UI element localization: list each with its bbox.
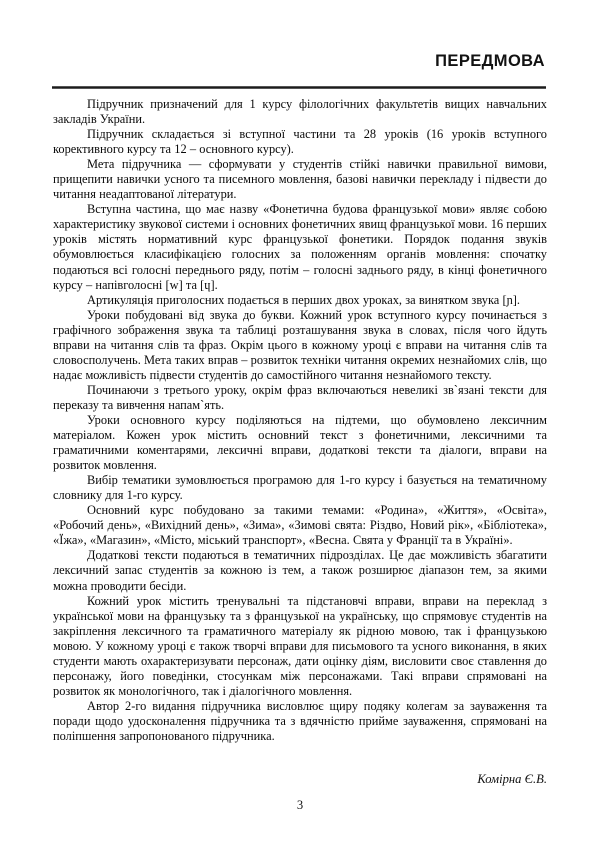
author-signature: Комірна Є.В.: [477, 772, 547, 786]
paragraph: Мета підручника — сформувати у студентів стійкі навички правильної вимови, прищепити навички усного та писемного мовлення, базові навички перекладу і підвести до читання неадаптованої літератури.: [53, 157, 547, 202]
paragraph: Вступна частина, що має назву «Фонетична будова французької мови» являє собою характеристику звукової системи і основних фонетичних явищ французької мови. 16 перших уроків містять нормативний курс французької фонетики. Порядок подання звуків обумовлюється класифікацією голосних за положенням органів мовлення: спочатку подаються всі голосні переднього ряду, потім – голосні заднього ряду, в кінці фонетичного курсу – напівголосні [w] та [ɥ].: [53, 202, 547, 292]
paragraph: Додаткові тексти подаються в тематичних підрозділах. Це дає можливість збагатити лексичний запас студентів за кожною із тем, а також розширює діапазон тем, за якими можна проводити бесіди.: [53, 548, 547, 593]
paragraph: Артикуляція приголосних подається в перших двох уроках, за винятком звука [ɲ].: [87, 292, 521, 307]
paragraph: Уроки основного курсу поділяються на підтеми, що обумовлено лексичним матеріалом. Кожен урок містить основний текст з фонетичними, лексичними та граматичними коментарями, лексичні вправи, додаткові тексти та діалоги, вправи на розвиток мовлення.: [53, 412, 547, 473]
paragraph: Основний курс побудовано за такими темами: «Родина», «Життя», «Освіта», «Робочий день», «Вихідний день», «Зима», «Зимові свята: Різдво, Новий рік», «Бібліотека», «Їжа», «Магазин», «Місто, міський транспорт», «Весна. Свята у Франції та в Україні».: [53, 503, 547, 548]
paragraph: Уроки побудовані від звука до букви. Кожний урок вступного курсу починається з графічного зображення звука та таблиці розташування звука в словах, після чого йдуть вправи на читання слів та фраз. Окрім цього в кожному уроці є вправи на читання слів та словосполучень. Мета таких вправ – розвиток техніки читання окремих незнайомих слів, що надає можливість підвести студентів до самостійного читання незнайомого тексту.: [53, 307, 547, 382]
page-number: 3: [296, 798, 304, 812]
paragraph: Кожний урок містить тренувальні та підстановчі вправи, вправи на переклад з української мови на французьку та з французької на українську, що спрямовує студентів на закріплення лексичного та граматичного матеріалу як рідною мовою, так і французькою мовою. У кожному уроці є також творчі вправи для письмового та усного виконання, в яких студенти мають охарактеризувати персонаж, дати оцінку діям, висловити своє ставлення до персонажу, його поведінки, стосункам між персонажами. Такі вправи спрямовані на розвиток як монологічного, так і діалогічного мовлення.: [53, 593, 547, 698]
page-title: ПЕРЕДМОВА: [435, 52, 545, 70]
paragraph: Підручник призначений для 1 курсу філологічних факультетів вищих навчальних закладів України.: [53, 97, 547, 127]
paragraph: Починаючи з третього уроку, окрім фраз включаються невеликі зв`язані тексти для переказу та вивчення напам`ять.: [53, 382, 547, 412]
body-text: [53, 97, 547, 744]
page-header: [0, 0, 600, 92]
paragraph: Вибір тематики зумовлюється програмою для 1-го курсу і базується на тематичному словнику для 1-го курсу.: [53, 473, 547, 503]
paragraph: Автор 2-го видання підручника висловлює щиру подяку колегам за зауваження та поради щодо удосконалення підручника та з вдячністю прийме зауваження, спрямовані на поліпшення запропонованого підручника.: [53, 698, 547, 743]
header-divider: [52, 86, 546, 89]
paragraph: Підручник складається зі вступної частини та 28 уроків (16 уроків вступного корективного курсу та 12 – основного курсу).: [53, 127, 547, 157]
